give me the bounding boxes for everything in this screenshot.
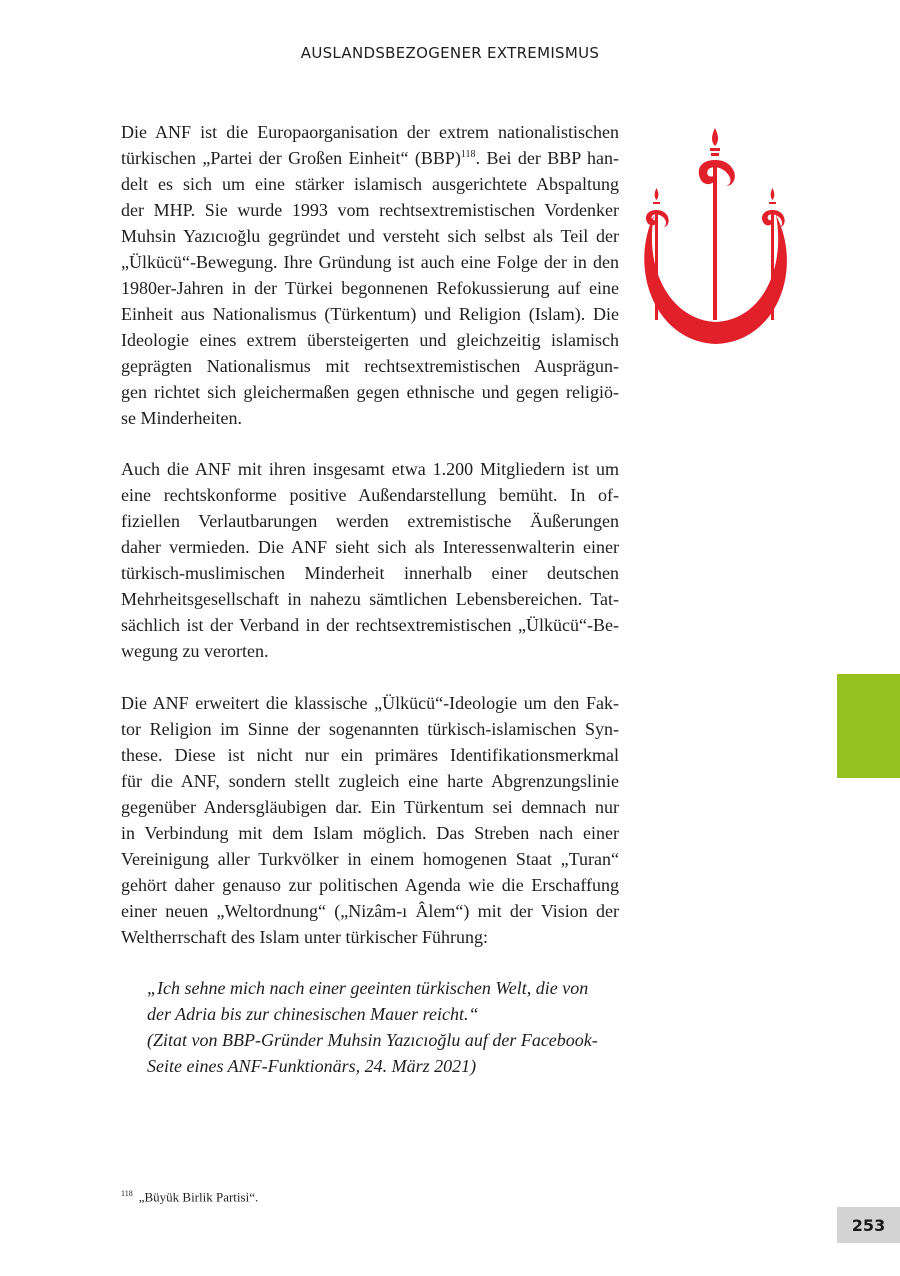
text-line: these. Diese ist nicht nur ein primäres Identifikationsmerkmal [121,745,619,765]
text-line: daher vermieden. Die ANF sieht sich als Interessenwalterin einer [121,537,619,557]
page-number: 253 [851,1215,886,1235]
text-line: tor Religion im Sinne der sogenannten türkisch-islamischen Syn- [121,719,619,739]
running-head: AUSLANDSBEZOGENER EXTREMISMUS [300,44,600,62]
text-line: türkischen „Partei der Großen Einheit“ (BBP)$^{118}$. Bei der BBP han- [121,148,619,168]
footnote [121,1189,258,1205]
text-line: in Verbindung mit dem Islam möglich. Das Streben nach einer [121,823,619,843]
text-line: fiziellen Verlautbarungen werden extremistische Äußerungen [121,511,619,531]
text-line: „Ülkücü“-Bewegung. Ihre Gründung ist auch eine Folge der in den [121,252,619,272]
text-line: 1980er-Jahren in der Türkei begonnenen Refokussierung auf eine [121,278,619,298]
text-line: wegung zu verorten. [121,641,269,661]
text-line: geprägten Nationalismus mit rechtsextremistischen Ausprägun- [121,356,619,376]
text-line: einer neuen „Weltordnung“ („Nizâm-ı Âlem“) mit der Vision der [121,901,619,921]
footnote-text: „Büyük Birlik Partisi“. [138,1189,259,1205]
chapter-side-tab [837,674,900,778]
footnote-ref[interactable]: 118 [460,149,476,160]
quote-citation-line: Seite eines ANF-Funktionärs, 24. März 2021) [147,1056,477,1076]
paragraph-1 [121,119,619,431]
text-line: Die ANF erweitert die klassische „Ülkücü“-Ideologie um den Fak- [121,693,619,713]
text-line: eine rechtskonforme positive Außendarstellung bemüht. In of- [121,485,619,505]
page-number-box [837,1207,900,1243]
text-line: delt es sich um eine stärker islamisch ausgerichtete Abspaltung [121,174,619,194]
text-line: für die ANF, sondern stellt zugleich eine harte Abgrenzungslinie [121,771,619,791]
text-line: Muhsin Yazıcıoğlu gegründet und versteht sich selbst als Teil der [121,226,619,246]
text-line: Einheit aus Nationalismus (Türkentum) und Religion (Islam). Die [121,304,619,324]
text-line: gen richtet sich gleichermaßen gegen ethnische und gegen religiö- [121,382,619,402]
footnote-number: 118 [121,1189,133,1198]
text-line: gegenüber Andersgläubigen dar. Ein Türkentum sei demnach nur [121,797,619,817]
quote-line: „Ich sehne mich nach einer geeinten türkischen Welt, die von [147,978,589,998]
paragraph-3 [121,690,619,950]
text-line: Mehrheitsgesellschaft in nahezu sämtlichen Lebensbereichen. Tat- [121,589,619,609]
text-line: gehört daher genauso zur politischen Agenda wie die Erschaffung [121,875,619,895]
text-line: Vereinigung aller Turkvölker in einem homogenen Staat „Turan“ [121,849,619,869]
quote-line: der Adria bis zur chinesischen Mauer reicht.“ [147,1004,479,1024]
paragraph-2 [121,456,619,664]
text-line: sächlich ist der Verband in der rechtsextremistischen „Ülkücü“-Be- [121,615,619,635]
bbp-logo-icon [636,120,794,348]
quote-citation-line: (Zitat von BBP-Gründer Muhsin Yazıcıoğlu auf der Facebook- [147,1030,598,1050]
text-line: der MHP. Sie wurde 1993 vom rechtsextremistischen Vordenker [121,200,619,220]
text-line: Ideologie eines extrem übersteigerten und gleichzeitig islamisch [121,330,619,350]
block-quote [147,975,607,1079]
text-line: se Minderheiten. [121,408,242,428]
text-line: Die ANF ist die Europaorganisation der extrem nationalistischen [121,122,619,142]
text-line: Weltherrschaft des Islam unter türkischer Führung: [121,927,488,947]
text-line: Auch die ANF mit ihren insgesamt etwa 1.200 Mitgliedern ist um [121,459,619,479]
text-line: türkisch-muslimischen Minderheit innerhalb einer deutschen [121,563,619,583]
